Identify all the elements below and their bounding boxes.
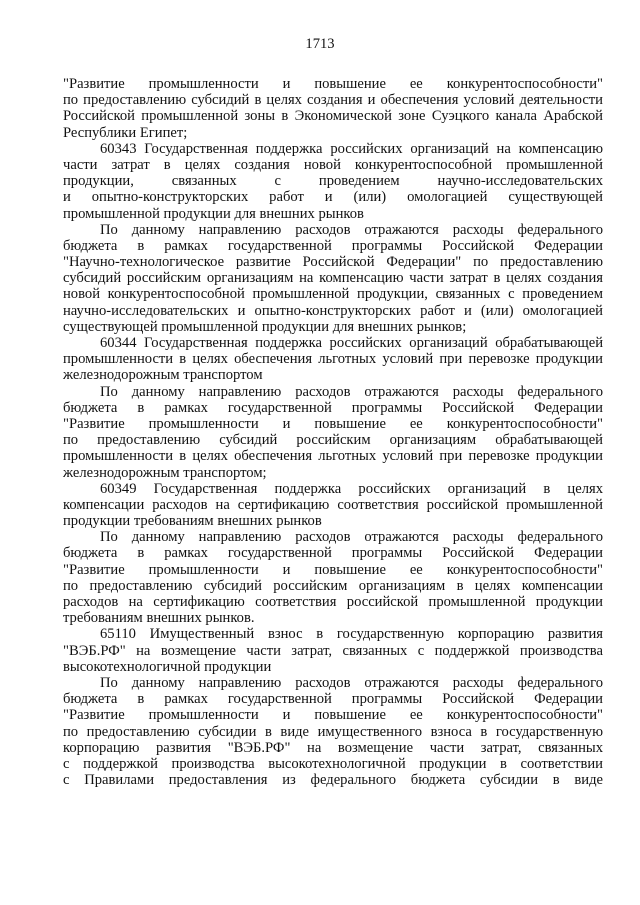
text-line: промышленной продукции для внешних рынков [63,205,364,222]
text-line: с Правилами предоставления из федерального бюджета субсидии в виде [63,772,603,789]
text-line: по предоставлению субсидии в виде имущественного взноса в государственную [63,723,603,740]
text-line: 65110 Имущественный взнос в государственную корпорацию развития [100,626,603,643]
text-line: корпорацию развития "ВЭБ.РФ" на возмещение части затрат, связанных [63,739,603,756]
text-line: существующей промышленной продукции для внешних рынков; [63,318,467,335]
text-line: по предоставлению субсидий в целях создания и обеспечения условий деятельности [63,92,603,109]
text-line: "Развитие промышленности и повышение ее конкурентоспособности" [63,415,603,432]
text-line: "Развитие промышленности и повышение ее конкурентоспособности" [63,76,603,92]
text-line: промышленности в целях обеспечения льготных условий при перевозке продукции [63,351,603,368]
text-line: железнодорожным транспортом; [63,464,267,481]
text-line: новой конкурентоспособной промышленной продукции, связанных с проведением [63,286,603,303]
text-line: промышленности в целях обеспечения льготных условий при перевозке продукции [63,448,603,465]
text-line: научно-исследовательских и опытно-конструкторских работ и (или) омологацией [63,302,603,319]
text-line: 60349 Государственная поддержка российских организаций в целях [100,480,603,497]
text-line: 60344 Государственная поддержка российских организаций обрабатывающей [100,335,603,351]
text-line: требованиям внешних рынков. [63,610,255,627]
text-line: компенсации расходов на сертификацию соответствия российской промышленной [63,496,603,513]
text-line: "Развитие промышленности и повышение ее конкурентоспособности" [63,561,603,578]
text-line: бюджета в рамках государственной программы Российской Федерации [63,545,603,562]
text-line: "Научно-технологическое развитие Российской Федерации" по предоставлению [63,254,603,271]
text-line: Российской промышленной зоны в Экономической зоне Суэцкого канала Арабской [63,108,603,125]
text-line: продукции требованиям внешних рынков [63,513,322,530]
text-line: По данному направлению расходов отражаются расходы федерального [100,221,603,238]
page-number: 1713 [305,36,335,52]
text-line: "Развитие промышленности и повышение ее конкурентоспособности" [63,707,603,724]
text-line: субсидий российским организациям на компенсацию части затрат в целях создания [63,270,603,287]
text-line: бюджета в рамках государственной программы Российской Федерации [63,237,603,254]
text-line: Республики Египет; [63,124,188,141]
text-line: По данному направлению расходов отражаются расходы федерального [100,383,603,400]
text-line: железнодорожным транспортом [63,367,263,384]
text-line: части затрат в целях создания новой конкурентоспособной промышленной [63,156,603,173]
text-line: с поддержкой производства высокотехнологичной продукции в соответствии [63,755,603,772]
text-line: "ВЭБ.РФ" на возмещение части затрат, связанных с поддержкой производства [63,642,603,659]
text-line: бюджета в рамках государственной программы Российской Федерации [63,691,603,708]
body-text [63,76,603,788]
text-line: По данному направлению расходов отражаются расходы федерального [100,674,603,691]
text-line: по предоставлению субсидий российским организациям в целях компенсации [63,577,603,594]
text-line: и опытно-конструкторских работ и (или) омологацией существующей [63,189,603,206]
text-line: расходов на сертификацию соответствия российской промышленной продукции [63,594,603,610]
text-line: 60343 Государственная поддержка российских организаций на компенсацию [100,140,603,157]
text-line: бюджета в рамках государственной программы Российской Федерации [63,399,603,416]
text-line: по предоставлению субсидий российским организациям обрабатывающей [63,432,603,449]
text-line: высокотехнологичной продукции [63,658,272,675]
text-line: По данному направлению расходов отражаются расходы федерального [100,529,603,546]
text-line: продукции, связанных с проведением научно-исследовательских [63,173,603,190]
